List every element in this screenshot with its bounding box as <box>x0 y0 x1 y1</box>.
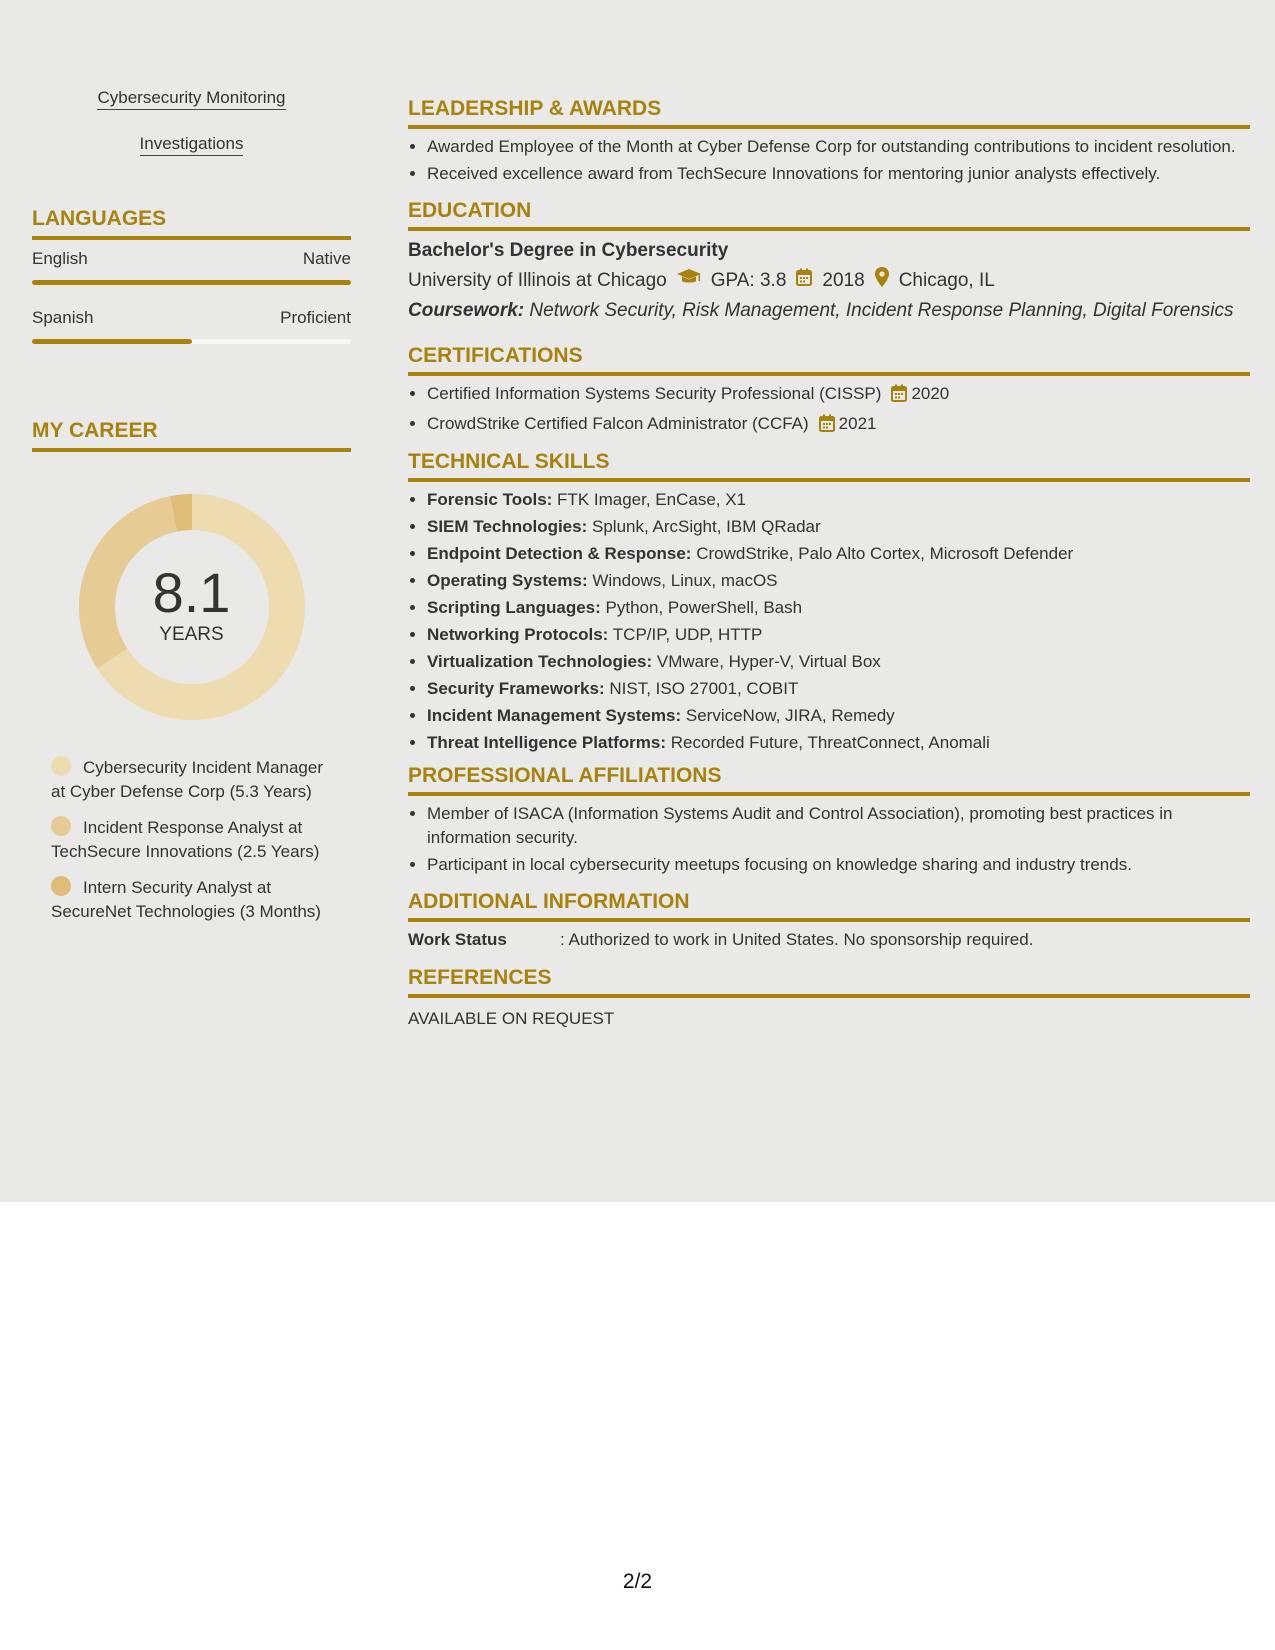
skills-title: TECHNICAL SKILLS <box>408 449 1250 482</box>
affiliations-section <box>408 763 1250 877</box>
career-legend-item <box>51 756 341 804</box>
education-meta <box>408 267 1250 295</box>
education-degree: Bachelor's Degree in Cybersecurity <box>408 240 729 261</box>
skill-tag[interactable]: Investigations <box>140 134 244 156</box>
additional-title: ADDITIONAL INFORMATION <box>408 889 1250 922</box>
certification-year: 2020 <box>911 384 950 403</box>
skill-label: Endpoint Detection & Response: <box>427 544 692 563</box>
calendar-icon <box>796 268 812 294</box>
skill-value: NIST, ISO 27001, COBIT <box>609 679 799 698</box>
skill-value: FTK Imager, EnCase, X1 <box>557 490 747 509</box>
certification-name: Certified Information Systems Security Professional (CISSP) <box>427 384 882 403</box>
education-location: Chicago, IL <box>898 270 995 291</box>
education-year: 2018 <box>822 270 865 291</box>
references-text: AVAILABLE ON REQUEST <box>408 1009 615 1028</box>
skill-item <box>427 542 1250 566</box>
education-gpa: GPA: 3.8 <box>710 270 787 291</box>
language-name: English <box>32 249 88 268</box>
skill-tag[interactable]: Cybersecurity Monitoring <box>97 88 285 110</box>
career-legend-item <box>51 816 341 864</box>
career-unit: YEARS <box>159 624 224 645</box>
legend-dot <box>51 816 71 836</box>
career-donut <box>79 494 305 720</box>
skill-label: Operating Systems: <box>427 571 588 590</box>
work-status-row <box>408 928 1250 952</box>
page-number: 2/2 <box>622 1570 653 1593</box>
language-spanish <box>32 307 351 344</box>
graduation-cap-icon <box>677 268 701 294</box>
skill-value: VMware, Hyper-V, Virtual Box <box>656 652 881 671</box>
skill-value: CrowdStrike, Palo Alto Cortex, Microsoft Defender <box>696 544 1074 563</box>
skill-item <box>427 488 1250 512</box>
language-name: Spanish <box>32 308 94 327</box>
leadership-item: • Awarded Employee of the Month at Cyber Defense Corp for outstanding contributions to incident resolution. <box>427 135 1250 159</box>
sidebar <box>32 88 351 936</box>
education-title: EDUCATION <box>408 198 1250 231</box>
skill-item <box>427 650 1250 674</box>
legend-dot <box>51 876 71 896</box>
skill-item <box>427 623 1250 647</box>
skill-item <box>427 731 1250 755</box>
certification-name: CrowdStrike Certified Falcon Administrator (CCFA) <box>427 414 809 433</box>
certification-item <box>427 412 1250 439</box>
career-legend-label: Cybersecurity Incident Manager at Cyber Defense Corp (5.3 Years) <box>51 758 324 801</box>
skill-label: Scripting Languages: <box>427 598 601 617</box>
skill-item <box>427 515 1250 539</box>
legend-dot <box>51 756 71 776</box>
coursework-label: Coursework: <box>408 300 525 321</box>
career-title: MY CAREER <box>32 418 351 452</box>
leadership-item: • Received excellence award from TechSecure Innovations for mentoring junior analysts effectively. <box>427 162 1250 186</box>
skill-item <box>427 596 1250 620</box>
work-status-label: Work Status <box>408 930 507 949</box>
skill-item <box>427 569 1250 593</box>
certification-item <box>427 382 1250 409</box>
career-donut-slice <box>173 512 191 514</box>
education-coursework <box>408 299 1250 323</box>
affiliations-title: PROFESSIONAL AFFILIATIONS <box>408 763 1250 796</box>
calendar-icon <box>891 384 907 409</box>
language-bar <box>32 280 351 285</box>
certifications-section <box>408 343 1250 439</box>
career-legend <box>51 756 341 924</box>
leadership-title: LEADERSHIP & AWARDS <box>408 96 1250 129</box>
skill-label: SIEM Technologies: <box>427 517 588 536</box>
skill-label: Forensic Tools: <box>427 490 553 509</box>
certifications-title: CERTIFICATIONS <box>408 343 1250 376</box>
skill-value: Windows, Linux, macOS <box>592 571 778 590</box>
language-english <box>32 248 351 285</box>
skill-label: Threat Intelligence Platforms: <box>427 733 666 752</box>
skill-label: Virtualization Technologies: <box>427 652 653 671</box>
skill-value: Splunk, ArcSight, IBM QRadar <box>592 517 821 536</box>
language-bar-fill <box>32 280 351 285</box>
career-legend-item <box>51 876 341 924</box>
education-school: University of Illinois at Chicago <box>408 270 667 291</box>
skill-value: ServiceNow, JIRA, Remedy <box>685 706 895 725</box>
language-bar <box>32 339 351 344</box>
main-content <box>408 96 1250 1031</box>
affiliation-item: • Member of ISACA (Information Systems Audit and Control Association), promoting best practices in information security. <box>427 802 1250 850</box>
skill-label: Security Frameworks: <box>427 679 605 698</box>
additional-section <box>408 889 1250 952</box>
skill-item <box>427 704 1250 728</box>
career-legend-label: Intern Security Analyst at SecureNet Technologies (3 Months) <box>51 878 321 921</box>
career-legend-label: Incident Response Analyst at TechSecure Innovations (2.5 Years) <box>51 818 320 861</box>
skills-section <box>408 449 1250 755</box>
calendar-icon <box>819 414 835 439</box>
language-level: Native <box>302 249 351 268</box>
education-section <box>408 198 1250 323</box>
language-bar-fill <box>32 339 192 344</box>
references-title: REFERENCES <box>408 965 1250 998</box>
career-total: 8.1 <box>152 561 231 624</box>
skill-value: TCP/IP, UDP, HTTP <box>612 625 763 644</box>
location-pin-icon <box>875 267 889 295</box>
language-level: Proficient <box>280 308 351 327</box>
skill-value: Python, PowerShell, Bash <box>605 598 803 617</box>
coursework-list: Network Security, Risk Management, Incident Response Planning, Digital Forensics <box>529 300 1234 321</box>
leadership-section <box>408 96 1250 186</box>
skill-value: Recorded Future, ThreatConnect, Anomali <box>670 733 990 752</box>
certification-year: 2021 <box>838 414 877 433</box>
references-section <box>408 965 1250 1031</box>
skill-label: Incident Management Systems: <box>427 706 682 725</box>
affiliation-item: • Participant in local cybersecurity meetups focusing on knowledge sharing and industry trends. <box>427 853 1250 877</box>
work-status-value: : Authorized to work in United States. No sponsorship required. <box>560 930 1034 949</box>
languages-title: LANGUAGES <box>32 206 351 240</box>
skill-label: Networking Protocols: <box>427 625 609 644</box>
skill-item <box>427 677 1250 701</box>
